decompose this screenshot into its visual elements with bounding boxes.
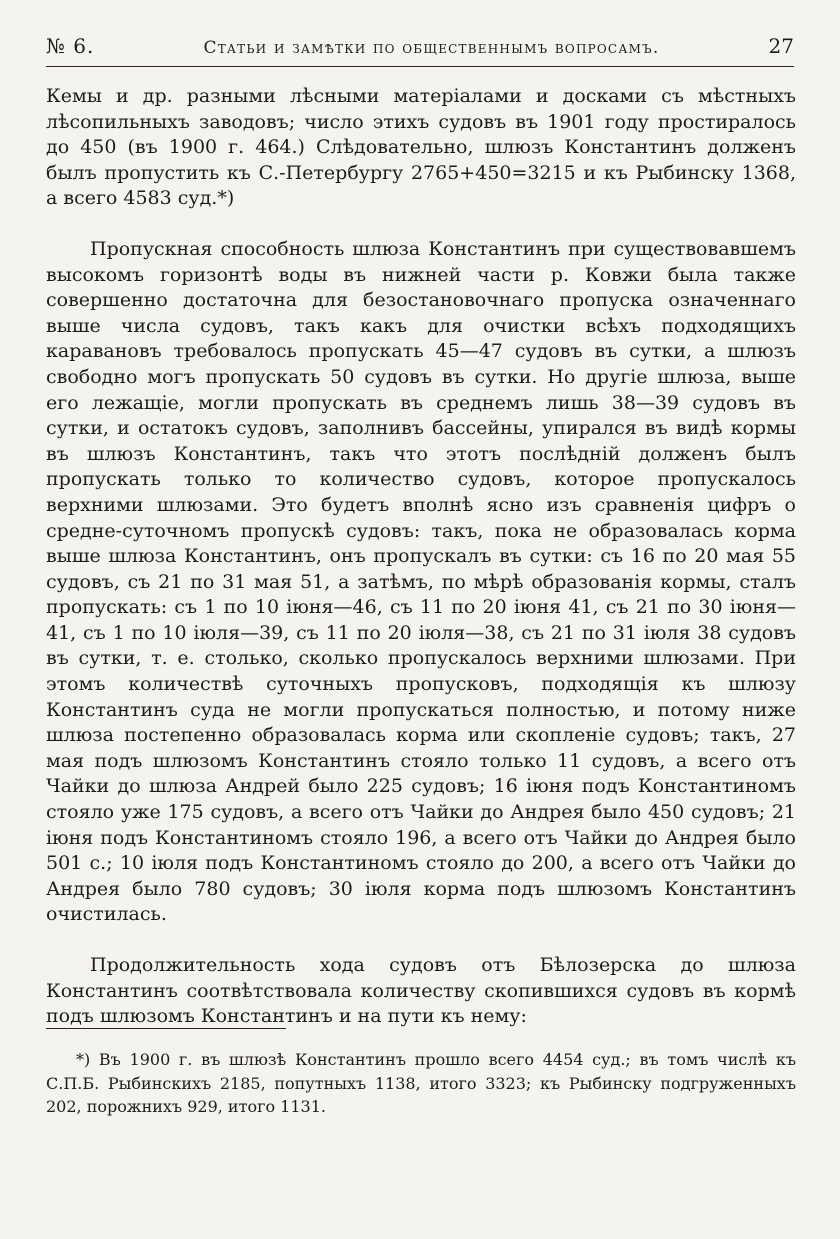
paragraph-continued: Кемы и др. разными лѣсными матеріалами и досками съ мѣстныхъ лѣсопильныхъ заводовъ; число этихъ судовъ въ 1901 году простиралось до 450 (въ 1900 г. 464.) Слѣдовательно, шлюзъ Константинъ долженъ былъ пропустить къ С.-Петербургу 2765+450=3215 и къ Рыбинску 1368, а всего 4583 суд.*)	[46, 85, 796, 210]
section-title: Статьи и замѣтки по общественнымъ вопросамъ.	[203, 38, 660, 58]
running-header	[46, 34, 794, 64]
paragraph-travel-duration: Продолжительность хода судовъ отъ Бѣлозерска до шлюза Константинъ соотвѣтствовала количеству скопившихся судовъ въ кормѣ подъ шлюзомъ Константинъ и на пути къ нему:	[46, 954, 796, 1028]
issue-number: № 6.	[46, 34, 95, 58]
header-rule	[46, 66, 794, 67]
body-text	[46, 84, 796, 1030]
page-number: 27	[768, 34, 794, 58]
footnote: *) Въ 1900 г. въ шлюзѣ Константинъ прошло всего 4454 суд.; въ томъ числѣ къ С.П.Б. Рыбинскихъ 2185, попутныхъ 1138, итого 3323; къ Рыбинску подгруженныхъ 202, порожнихъ 929, итого 1131.	[46, 1050, 796, 1116]
footnote-rule	[46, 1028, 286, 1029]
paragraph-lock-capacity: Пропускная способность шлюза Константинъ при существовавшемъ высокомъ горизонтѣ воды въ нижней части р. Ковжи была также совершенно достаточна для безостановочнаго пропуска означеннаго выше числа судовъ, такъ какъ для очистки всѣхъ подходящихъ каравановъ требовалось пропускать 45—47 судовъ въ сутки, а шлюзъ свободно могъ пропускать 50 судовъ въ сутки. Но другіе шлюза, выше его лежащіе, могли пропускать въ среднемъ лишь 38—39 судовъ въ сутки, и остатокъ судовъ, заполнивъ бассейны, упирался въ видѣ кормы въ шлюзъ Константинъ, такъ что этотъ послѣдній долженъ былъ пропускать только то количество судовъ, которое пропускалось верхними шлюзами. Это будетъ вполнѣ ясно изъ сравненія цифръ о средне-суточномъ пропускѣ судовъ: такъ, пока не образовалась корма выше шлюза Константинъ, онъ пропускалъ въ сутки: съ 16 по 20 мая 55 судовъ, съ 21 по 31 мая 51, а затѣмъ, по мѣрѣ образованія кормы, сталъ пропускать: съ 1 по 10 іюня—46, съ 11 по 20 іюня 41, съ 21 по 30 іюня—41, съ 1 по 10 іюля—39, съ 11 по 20 іюля—38, съ 21 по 31 іюля 38 судовъ въ сутки, т. е. столько, сколько пропускалось верхними шлюзами. При этомъ количествѣ суточныхъ пропусковъ, подходящія къ шлюзу Константинъ суда не могли пропускаться полностью, и потому ниже шлюза постепенно образовалась корма или скопленіе судовъ; такъ, 27 мая подъ шлюзомъ Константинъ стояло только 11 судовъ, а всего отъ Чайки до шлюза Андрей было 225 судовъ; 16 іюня подъ Константиномъ стояло уже 175 судовъ, а всего отъ Чайки до Андрея было 450 судовъ; 21 іюня подъ Константиномъ стояло 196, а всего отъ Чайки до Андрея было 501 с.; 10 іюля подъ Константиномъ стояло до 200, а всего отъ Чайки до Андрея было 780 судовъ; 30 іюля корма подъ шлюзомъ Константинъ очистилась.	[46, 237, 796, 926]
